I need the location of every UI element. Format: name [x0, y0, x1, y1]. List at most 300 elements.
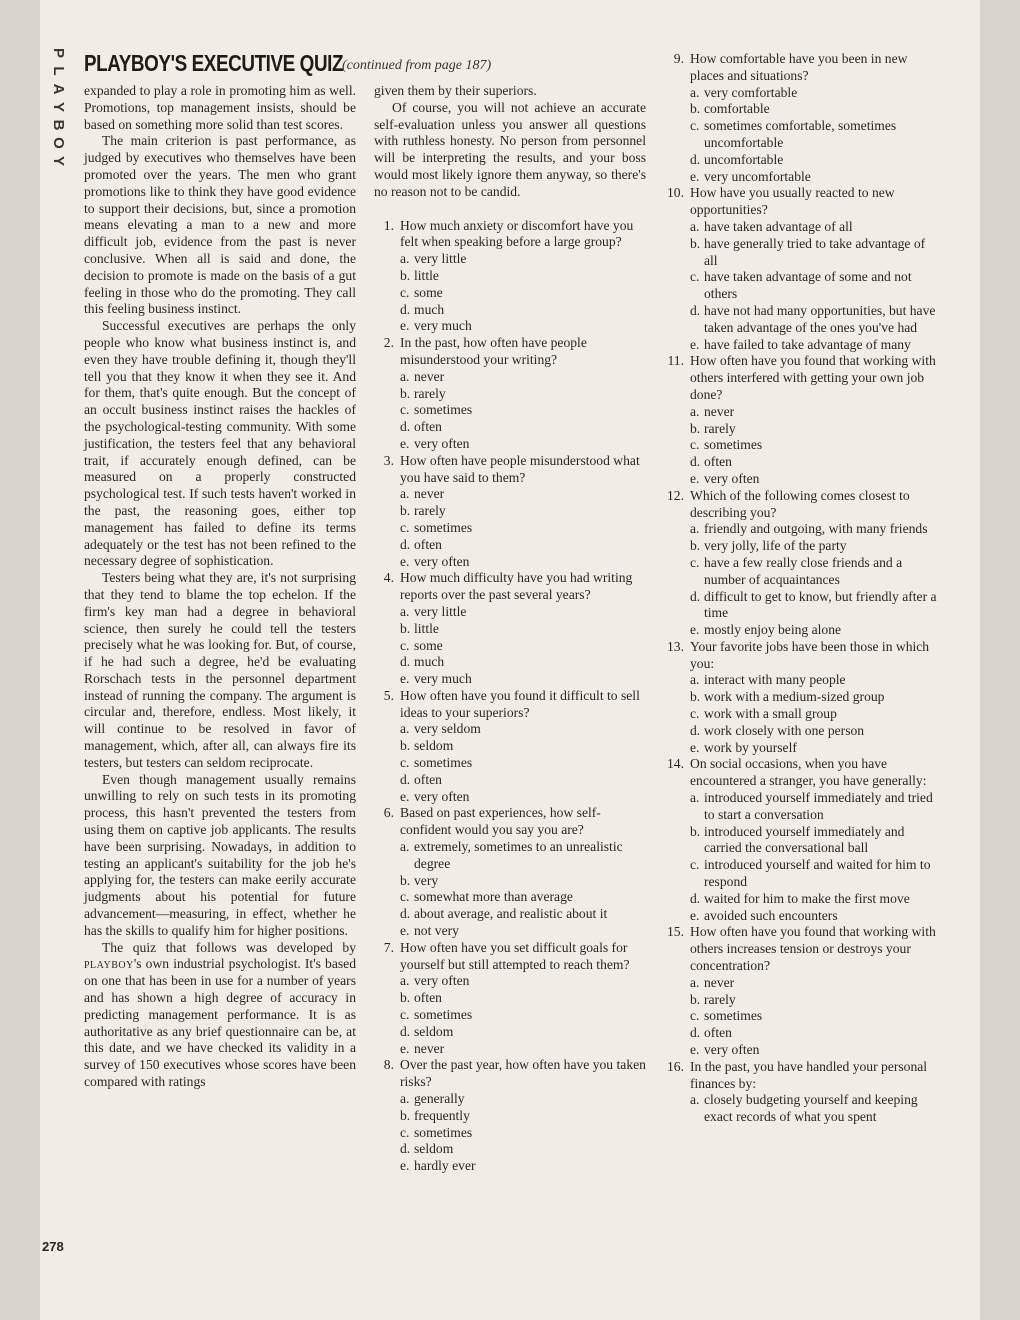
option-letter: a. — [690, 974, 700, 990]
option-text: mostly enjoy being alone — [704, 622, 842, 638]
question-number: 11. — [667, 353, 684, 369]
brand-letter: O — [50, 137, 67, 149]
option-letter: e. — [400, 318, 410, 334]
answer-option — [374, 503, 646, 520]
answer-option — [374, 923, 646, 940]
question-text: Based on past experiences, how self-confident would you say you are? — [400, 805, 601, 838]
answer-option — [374, 654, 646, 671]
option-text: generally — [414, 1091, 465, 1107]
option-letter: b. — [400, 620, 411, 636]
question-text: How often have you found that working with others increases tension or destroys your concentration? — [690, 924, 936, 974]
option-text: seldom — [414, 1023, 454, 1039]
option-letter: b. — [400, 1107, 411, 1123]
option-letter: d. — [400, 536, 411, 552]
question-text: How often have you found it difficult to sell ideas to your superiors? — [400, 687, 640, 720]
option-text: rarely — [704, 991, 736, 1007]
question-number: 12. — [667, 487, 684, 503]
quiz-question — [664, 51, 940, 185]
answer-option — [664, 169, 940, 186]
answer-option — [374, 973, 646, 990]
option-letter: e. — [400, 435, 410, 451]
brand-letter: Y — [50, 101, 67, 112]
option-letter: d. — [690, 588, 701, 604]
option-letter: e. — [690, 907, 700, 923]
quiz-question — [374, 453, 646, 571]
column-3 — [664, 51, 940, 1126]
option-letter: c. — [690, 1008, 700, 1024]
answer-option — [664, 236, 940, 270]
answer-option — [374, 604, 646, 621]
option-text: uncomfortable — [704, 151, 784, 167]
option-letter: c. — [690, 554, 700, 570]
question-text: Over the past year, how often have you taken risks? — [400, 1057, 646, 1090]
option-letter: b. — [690, 420, 701, 436]
option-text: rarely — [414, 385, 446, 401]
answer-option — [374, 1041, 646, 1058]
option-letter: b. — [400, 385, 411, 401]
answer-option — [374, 302, 646, 319]
option-text: work by yourself — [704, 739, 797, 755]
vertical-brand — [48, 44, 68, 170]
quiz-question — [374, 570, 646, 688]
answer-option — [664, 421, 940, 438]
option-text: often — [704, 1025, 732, 1041]
option-letter: d. — [690, 722, 701, 738]
option-letter: c. — [690, 437, 700, 453]
option-letter: a. — [690, 1092, 700, 1108]
answer-option — [374, 436, 646, 453]
option-text: little — [414, 620, 439, 636]
question-row — [664, 756, 940, 790]
brand-letter: B — [50, 119, 67, 131]
option-letter: c. — [400, 1124, 410, 1140]
option-text: very often — [414, 973, 470, 989]
option-text: not very — [414, 923, 459, 939]
option-text: rarely — [414, 503, 446, 519]
answer-option — [374, 738, 646, 755]
option-letter: a. — [690, 218, 700, 234]
question-row — [664, 51, 940, 85]
option-text: work with a small group — [704, 706, 837, 722]
option-text: introduced yourself immediately and carried the conversational ball — [704, 823, 905, 856]
answer-option — [664, 992, 940, 1009]
question-text: Your favorite jobs have been those in which you: — [690, 638, 930, 671]
answer-option — [374, 772, 646, 789]
option-letter: c. — [400, 637, 410, 653]
option-text: have not had many opportunities, but have taken advantage of the ones you've had — [704, 302, 936, 335]
answer-option — [664, 672, 940, 689]
option-text: very uncomfortable — [704, 168, 811, 184]
answer-option — [664, 118, 940, 152]
question-text: In the past, you have handled your personal finances by: — [690, 1058, 928, 1091]
question-row — [664, 1059, 940, 1093]
question-number: 2. — [383, 335, 394, 351]
answer-option — [374, 721, 646, 738]
question-number: 9. — [673, 51, 684, 66]
option-text: sometimes comfortable, sometimes uncomfortable — [704, 118, 897, 150]
option-letter: c. — [400, 402, 410, 418]
body-paragraph: Testers being what they are, it's not surprising that they tend to blame the top echelon. If the firm's key man had a degree in behavioral science, then surely he could tell the testers precisely what he was looking for. But, of course, if he had such a degree, he'd be evaluating Rorschach tests in the personnel department instead of running the company. The argument is circular and, therefore, endless. Most likely, it will continue to be resolved in favor of management, which, after all, can always fire its testers, but testers can seldom reciprocate. — [84, 570, 356, 770]
option-text: very often — [414, 553, 470, 569]
question-number: 1. — [383, 217, 394, 233]
question-text: On social occasions, when you have encountered a stranger, you have generally: — [690, 756, 927, 789]
answer-option — [374, 755, 646, 772]
option-letter: e. — [400, 671, 410, 687]
option-letter: a. — [400, 973, 410, 989]
option-letter: b. — [690, 991, 701, 1007]
option-letter: e. — [690, 622, 700, 638]
option-text: often — [704, 454, 732, 470]
page-number: 278 — [42, 1239, 64, 1254]
option-letter: d. — [400, 654, 411, 670]
option-letter: b. — [400, 503, 411, 519]
answer-option — [664, 1092, 940, 1126]
answer-option — [374, 419, 646, 436]
option-letter: a. — [400, 368, 410, 384]
option-letter: b. — [690, 538, 701, 554]
option-text: some — [414, 637, 443, 653]
question-text: How often have people misunderstood what you have said to them? — [400, 452, 640, 485]
option-letter: d. — [690, 890, 701, 906]
answer-option — [374, 520, 646, 537]
option-letter: e. — [690, 336, 700, 352]
option-letter: c. — [400, 889, 410, 905]
option-letter: d. — [400, 1141, 411, 1157]
answer-option — [664, 975, 940, 992]
question-number: 14. — [667, 756, 684, 772]
option-letter: d. — [400, 1023, 411, 1039]
option-text: often — [414, 536, 442, 552]
option-letter: a. — [400, 603, 410, 619]
quiz-question — [374, 940, 646, 1058]
quiz-question — [664, 756, 940, 924]
body-paragraph: The main criterion is past performance, as judged by executives who themselves have been promoted over the years. The men who grant promotions like to think they have good evidence to support their decisions, but, since a promotion means elevating a man to a new and more difficult job, evidence from the past is never conclusive. When all is said and done, the decision to promote is made on the basis of a gut feeling in those who do the promoting. They call this feeling business instinct. — [84, 133, 356, 317]
option-text: sometimes — [414, 402, 473, 418]
option-text: never — [704, 974, 735, 990]
option-letter: e. — [400, 1158, 410, 1174]
option-letter: d. — [690, 454, 701, 470]
answer-option — [664, 152, 940, 169]
brand-letter: Y — [50, 155, 67, 166]
answer-option — [664, 404, 940, 421]
answer-option — [664, 303, 940, 337]
answer-option — [374, 990, 646, 1007]
column-2 — [374, 83, 646, 1175]
option-text: sometimes — [414, 755, 473, 771]
option-letter: d. — [400, 301, 411, 317]
question-text: How often have you found that working with others interfered with getting your own job done? — [690, 353, 936, 402]
option-letter: d. — [400, 419, 411, 435]
option-letter: d. — [690, 1025, 701, 1041]
answer-option — [664, 1042, 940, 1059]
option-text: have generally tried to take advantage of all — [704, 235, 926, 268]
body-paragraph: Successful executives are perhaps the only people who know what business instinct is, and even they have trouble defining it, though they'll tell you that they know it when they see it. And for them, that's quite enough. But the concept of an occult business instinct raises the hackles of the psychological-testing community. With some justification, the testers feel that any behavioral trait, if accurately enough defined, can be measured on a properly constructed psychological test. If such tests haven't worked in the past, the reasoning goes, either top management has failed to define its terms adequately or the test has not been refined to the necessary degree of sophistication. — [84, 318, 356, 569]
answer-option — [374, 671, 646, 688]
quiz-question — [664, 353, 940, 487]
option-text: closely budgeting yourself and keeping exact records of what you spent — [704, 1092, 918, 1125]
answer-option — [374, 638, 646, 655]
option-text: sometimes — [704, 437, 763, 453]
answer-option — [664, 790, 940, 824]
option-letter: c. — [690, 857, 700, 873]
question-row — [374, 688, 646, 722]
question-number: 6. — [383, 805, 394, 821]
option-text: introduced yourself and waited for him to respond — [704, 857, 931, 890]
option-letter: c. — [690, 118, 700, 134]
answer-option — [374, 486, 646, 503]
option-text: sometimes — [414, 519, 473, 535]
option-text: work closely with one person — [704, 722, 865, 738]
option-text: rarely — [704, 420, 736, 436]
question-number: 4. — [383, 570, 394, 586]
option-letter: d. — [690, 302, 701, 318]
paragraph-text: 's own industrial psychologist. It's based on one that has been in use for a number of years and has shown a high degree of accuracy in predicting management performance. It is as authoritative as any brief questionnaire can be, at this date, and we have checked its validity in a survey of 150 executives whose scores have been compared with ratings — [84, 956, 356, 1090]
option-text: sometimes — [414, 1007, 473, 1023]
option-text: very much — [414, 671, 472, 687]
answer-option — [374, 789, 646, 806]
option-letter: a. — [400, 486, 410, 502]
answer-option — [664, 471, 940, 488]
option-letter: e. — [400, 1040, 410, 1056]
question-number: 5. — [383, 687, 394, 703]
option-letter: e. — [690, 1042, 700, 1058]
answer-option — [374, 402, 646, 419]
option-text: never — [414, 368, 445, 384]
answer-option — [374, 1141, 646, 1158]
magazine-page — [40, 0, 980, 1320]
option-letter: e. — [690, 470, 700, 486]
answer-option — [374, 537, 646, 554]
option-letter: b. — [690, 235, 701, 251]
answer-option — [374, 1007, 646, 1024]
quiz-question — [374, 688, 646, 806]
option-text: very comfortable — [704, 84, 798, 100]
option-text: much — [414, 301, 445, 317]
answer-option — [374, 386, 646, 403]
question-text: How comfortable have you been in new places and situations? — [690, 51, 908, 83]
option-letter: e. — [400, 923, 410, 939]
option-text: very often — [414, 435, 470, 451]
answer-option — [374, 839, 646, 873]
option-letter: a. — [690, 521, 700, 537]
option-letter: a. — [690, 790, 700, 806]
question-row — [374, 218, 646, 252]
option-text: friendly and outgoing, with many friends — [704, 521, 928, 537]
option-letter: e. — [690, 168, 700, 184]
answer-option — [664, 589, 940, 623]
answer-option — [374, 318, 646, 335]
answer-option — [664, 824, 940, 858]
option-letter: e. — [400, 553, 410, 569]
answer-option — [664, 437, 940, 454]
question-row — [664, 185, 940, 219]
option-text: waited for him to make the first move — [704, 890, 910, 906]
column-1 — [84, 83, 356, 1091]
answer-option — [664, 857, 940, 891]
option-letter: b. — [400, 872, 411, 888]
option-letter: c. — [400, 755, 410, 771]
option-letter: b. — [400, 990, 411, 1006]
answer-option — [664, 521, 940, 538]
question-number: 3. — [383, 452, 394, 468]
answer-option — [374, 369, 646, 386]
answer-option — [664, 101, 940, 118]
question-row — [374, 1057, 646, 1091]
body-paragraph — [84, 940, 356, 1091]
option-text: never — [704, 403, 735, 419]
answer-option — [374, 251, 646, 268]
quiz-question — [664, 1059, 940, 1126]
option-text: have a few really close friends and a number of acquaintances — [704, 554, 903, 587]
option-letter: c. — [400, 284, 410, 300]
answer-option — [374, 1158, 646, 1175]
answer-option — [664, 706, 940, 723]
question-text: Which of the following comes closest to describing you? — [690, 487, 910, 520]
option-letter: b. — [690, 689, 701, 705]
option-text: sometimes — [704, 1008, 763, 1024]
question-row — [664, 639, 940, 673]
option-letter: e. — [400, 788, 410, 804]
answer-option — [664, 85, 940, 102]
question-row — [664, 924, 940, 974]
answer-option — [664, 622, 940, 639]
option-text: frequently — [414, 1107, 470, 1123]
answer-option — [664, 740, 940, 757]
answer-option — [374, 1125, 646, 1142]
article-header — [84, 50, 492, 77]
option-text: have failed to take advantage of many — [704, 336, 911, 352]
option-letter: d. — [400, 906, 411, 922]
option-text: comfortable — [704, 101, 770, 117]
option-letter: a. — [400, 1091, 410, 1107]
answer-option — [374, 889, 646, 906]
question-text: In the past, how often have people misunderstood your writing? — [400, 335, 587, 367]
article-title: PLAYBOY'S EXECUTIVE QUIZ — [84, 50, 344, 76]
answer-option — [664, 908, 940, 925]
option-text: never — [414, 1040, 445, 1056]
option-text: often — [414, 771, 442, 787]
option-text: about average, and realistic about it — [414, 906, 608, 922]
question-number: 7. — [383, 939, 394, 955]
question-row — [664, 353, 940, 403]
option-letter: b. — [400, 267, 411, 283]
option-letter: c. — [400, 519, 410, 535]
answer-option — [374, 268, 646, 285]
option-text: some — [414, 284, 443, 300]
question-text: How much anxiety or discomfort have you felt when speaking before a large group? — [400, 217, 634, 250]
option-text: have taken advantage of some and not others — [704, 269, 912, 302]
question-number: 10. — [667, 185, 684, 201]
option-letter: b. — [400, 738, 411, 754]
body-paragraph: given them by their superiors. — [374, 83, 537, 98]
brand-letter: A — [50, 83, 67, 95]
option-letter: c. — [400, 1007, 410, 1023]
option-text: very often — [704, 1042, 760, 1058]
question-text: How have you usually reacted to new opportunities? — [690, 185, 895, 218]
answer-option — [664, 219, 940, 236]
option-text: work with a medium-sized group — [704, 689, 885, 705]
option-letter: a. — [400, 251, 410, 267]
option-text: very often — [704, 470, 760, 486]
question-row — [374, 335, 646, 369]
option-text: seldom — [414, 738, 454, 754]
option-letter: a. — [400, 839, 410, 855]
option-text: often — [414, 990, 442, 1006]
option-text: very seldom — [414, 721, 481, 737]
option-text: extremely, sometimes to an unrealistic degree — [414, 839, 623, 871]
quiz-question — [664, 185, 940, 353]
section-spacer — [374, 201, 646, 218]
option-text: introduced yourself immediately and tried to start a conversation — [704, 790, 933, 822]
option-letter: d. — [400, 771, 411, 787]
body-paragraph: expanded to play a role in promoting him as well. Promotions, top management insists, should be based on something more solid than test scores. — [84, 83, 356, 132]
body-paragraph: Even though management usually remains unwilling to rely on such tests in its promoting process, this hasn't prevented the testers from using them on captive job applicants. The results have been surprising. Nowadays, in addition to testing an applicant's suitability for the job he's applying for, the testers can make eerily accurate judgments about his potential for future advancement—measuring, in effect, whether he has the skills to qualify him for higher positions. — [84, 771, 356, 938]
answer-option — [374, 1024, 646, 1041]
question-row — [374, 453, 646, 487]
answer-option — [374, 1108, 646, 1125]
answer-option — [374, 285, 646, 302]
option-text: difficult to get to know, but friendly after a time — [704, 588, 937, 621]
option-text: avoided such encounters — [704, 907, 838, 923]
answer-option — [664, 689, 940, 706]
question-row — [374, 570, 646, 604]
option-text: somewhat more than average — [414, 889, 573, 905]
quiz-question — [664, 488, 940, 639]
quiz-question — [374, 1057, 646, 1175]
option-letter: b. — [690, 101, 701, 117]
quiz-question — [374, 805, 646, 939]
question-row — [374, 940, 646, 974]
question-row — [374, 805, 646, 839]
option-text: hardly ever — [414, 1158, 476, 1174]
option-text: very often — [414, 788, 470, 804]
option-text: very much — [414, 318, 472, 334]
quiz-question — [374, 218, 646, 336]
body-paragraph: Of course, you will not achieve an accurate self-evaluation unless you answer all questions with ruthless honesty. No person from personnel will be interpreting the results, and your boss would most likely ignore them anyway, so there's no reason not to be candid. — [374, 99, 646, 199]
brand-letter: L — [50, 66, 67, 76]
answer-option — [664, 538, 940, 555]
answer-option — [374, 621, 646, 638]
paragraph-text: The quiz that follows was developed by — [102, 939, 356, 955]
option-text: much — [414, 654, 445, 670]
question-text: How much difficulty have you had writing reports over the past several years? — [400, 570, 633, 603]
answer-option — [374, 554, 646, 571]
quiz-question — [664, 924, 940, 1058]
answer-option — [664, 337, 940, 354]
option-text: seldom — [414, 1141, 454, 1157]
answer-option — [374, 906, 646, 923]
option-text: very little — [414, 603, 467, 619]
option-text: have taken advantage of all — [704, 218, 853, 234]
option-letter: a. — [690, 672, 700, 688]
answer-option — [374, 873, 646, 890]
brand-letter: P — [50, 47, 67, 58]
answer-option — [664, 454, 940, 471]
option-letter: a. — [400, 721, 410, 737]
option-letter: d. — [690, 151, 701, 167]
continued-note: (continued from page 187) — [342, 58, 492, 73]
answer-option — [664, 891, 940, 908]
question-text: How often have you set difficult goals for yourself but still attempted to reach them? — [400, 939, 630, 972]
question-number: 13. — [667, 638, 684, 654]
answer-option — [664, 1008, 940, 1025]
question-number: 15. — [667, 924, 684, 940]
option-text: very — [414, 872, 439, 888]
quiz-question — [374, 335, 646, 453]
option-text: sometimes — [414, 1124, 473, 1140]
option-text: very little — [414, 251, 467, 267]
answer-option — [664, 1025, 940, 1042]
